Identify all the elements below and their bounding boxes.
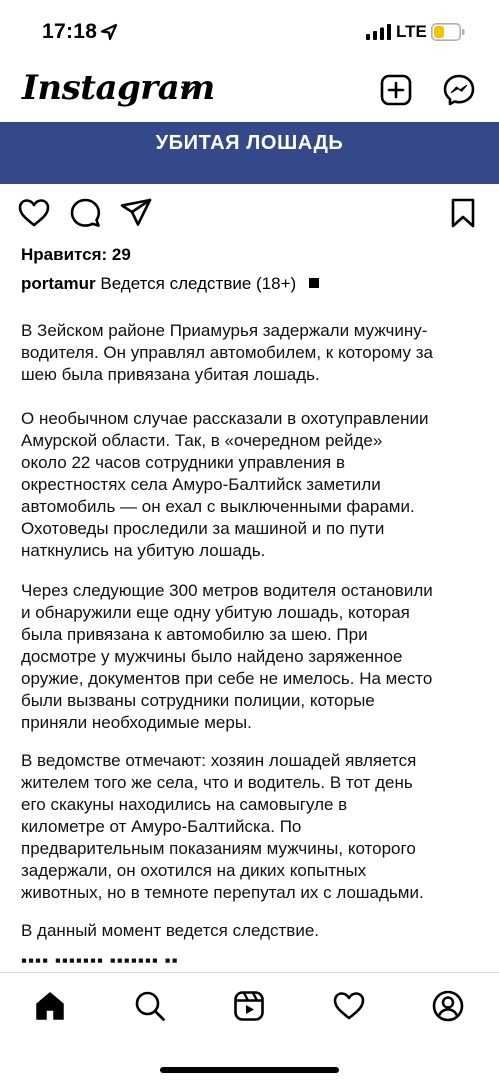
post-image-title: УБИТАЯ ЛОШАДЬ	[155, 132, 344, 154]
caption-text-line: досмотре у мужчины было найдено заряженное	[21, 647, 403, 666]
comment-icon[interactable]	[68, 196, 102, 230]
caption-line	[21, 274, 319, 294]
caption-paragraph	[21, 920, 481, 942]
caption-text-line: Через следующие 300 метров водителя остановили	[21, 581, 433, 600]
caption-paragraph	[21, 408, 481, 562]
caption-text-line: приняли необходимые меры.	[21, 713, 252, 732]
black-square-icon	[309, 278, 319, 288]
caption-text-line: наткнулись на убитую лошадь.	[21, 541, 266, 560]
profile-icon[interactable]	[431, 989, 465, 1023]
caption-text-line: В Зейском районе Приамурья задержали мужчину-	[21, 321, 428, 340]
caption-text-line: В ведомстве отмечают: хозяин лошадей является	[21, 751, 417, 770]
home-indicator[interactable]	[160, 1067, 339, 1073]
app-header	[0, 60, 499, 122]
caption-text-line: километре от Амуро-Балтийска. По	[21, 817, 302, 836]
caption-text-line: животных, но в темноте перепутал их с лошадьми.	[21, 883, 424, 902]
bookmark-icon[interactable]	[446, 196, 480, 230]
caption-text-line: жителем того же села, что и водитель. В тот день	[21, 773, 413, 792]
caption-text-line: В данный момент ведется следствие.	[21, 921, 319, 940]
caption-text-line: была привязана к автомобилю за шею. При	[21, 625, 368, 644]
share-icon[interactable]	[119, 196, 153, 230]
caption-text-line: его скакуны находились на самовыгуле в	[21, 795, 348, 814]
caption-username[interactable]: portamur	[21, 274, 96, 293]
caption-paragraph	[21, 580, 481, 734]
battery-icon	[431, 23, 465, 41]
caption-text-line: около 22 часов сотрудники управления в	[21, 453, 345, 472]
caption-text-line: шею была привязана убитая лошадь.	[21, 365, 320, 384]
network-type: LTE	[396, 22, 427, 41]
chevron-down-icon[interactable]	[180, 84, 196, 96]
caption-text-line: водителя. Он управлял автомобилем, к которому за	[21, 343, 433, 362]
caption-text-line: оружие, документов при себе не имелось. На место	[21, 669, 433, 688]
post-image[interactable]	[0, 122, 499, 184]
activity-heart-icon[interactable]	[332, 989, 366, 1023]
messenger-icon[interactable]	[442, 73, 476, 107]
new-post-icon[interactable]	[380, 74, 412, 106]
status-time: 17:18	[42, 20, 98, 43]
post-actions	[0, 196, 499, 236]
signal-icon	[366, 24, 392, 40]
caption-text-line: задержали, он охотился на диких копытных	[21, 861, 367, 880]
instagram-logo[interactable]: Instagram	[22, 68, 215, 108]
likes-count[interactable]: Нравится: 29	[21, 245, 131, 264]
caption-paragraph	[21, 750, 481, 904]
caption-text-line: предварительным показаниям мужчины, которого	[21, 839, 416, 858]
caption-paragraph	[21, 320, 481, 386]
caption-text-line: Амурской области. Так, в «очередном рейде»	[21, 431, 383, 450]
reels-icon[interactable]	[232, 989, 266, 1023]
location-arrow-icon	[99, 22, 119, 42]
caption-title: Ведется следствие (18+)	[100, 274, 297, 293]
heart-icon[interactable]	[17, 196, 51, 230]
caption-text-line: автомобиль — он ехал с выключенными фарами.	[21, 497, 415, 516]
search-icon[interactable]	[133, 989, 167, 1023]
caption-text-line: Охотоведы проследили за машиной и по пути	[21, 519, 385, 538]
status-bar	[0, 0, 499, 60]
caption-text-line: О необычном случае рассказали в охотуправлении	[21, 409, 429, 428]
caption-text-line: окрестностях села Амуро-Балтийск заметили	[21, 475, 381, 494]
caption-text-line: и обнаружили еще одну убитую лошадь, которая	[21, 603, 410, 622]
cut-off-text: ▪▪▪▪ ▪▪▪▪▪▪▪ ▪▪▪▪▪▪▪ ▪▪	[21, 951, 179, 970]
home-icon[interactable]	[33, 989, 67, 1023]
caption-text-line: были вызваны сотрудники полиции, которые	[21, 691, 375, 710]
bottom-nav	[0, 972, 499, 1080]
